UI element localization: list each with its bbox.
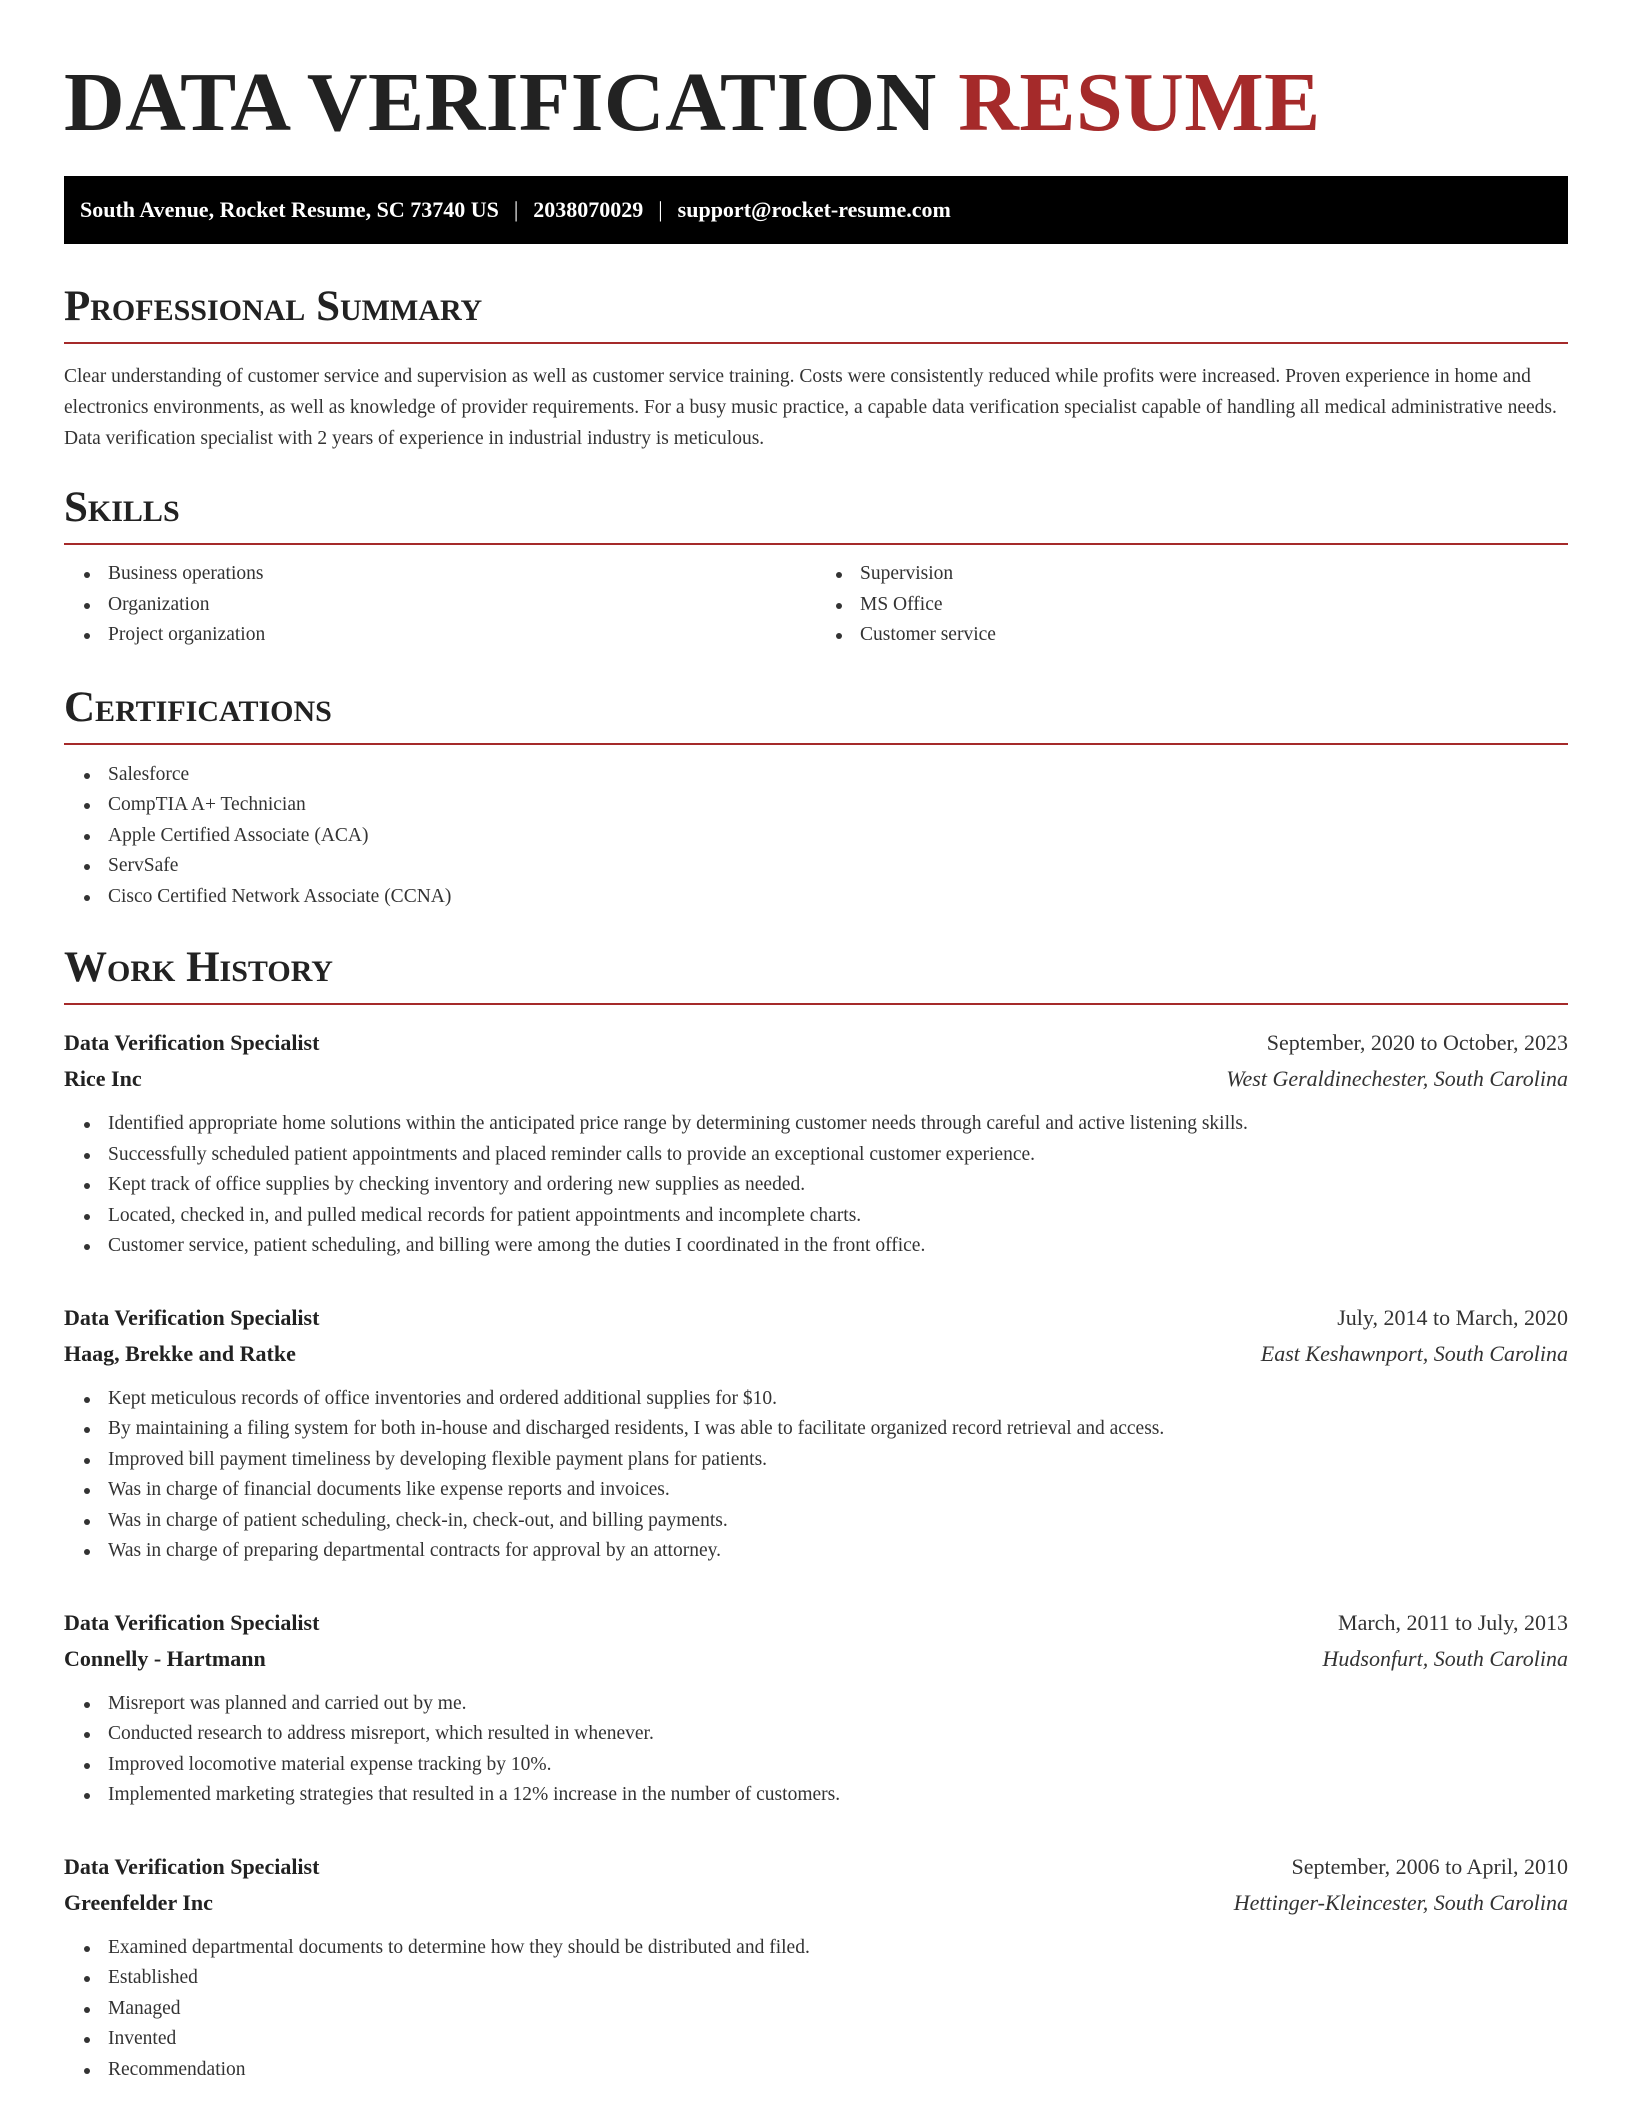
resume-title-main: DATA VERIFICATION [64, 56, 937, 149]
job-company-row [64, 1641, 1568, 1677]
job-dates: September, 2006 to April, 2010 [1291, 1853, 1568, 1879]
job-duty-item: Implemented marketing strategies that resulted in a 12% increase in the number of customers. [64, 1780, 1568, 1811]
job-dates: September, 2020 to October, 2023 [1266, 1030, 1568, 1055]
certification-item: Cisco Certified Network Associate (CCNA) [64, 882, 1568, 913]
skill-item: MS Office [816, 590, 1568, 621]
job-title: Data Verification Specialist [64, 1030, 320, 1055]
job-duty-item: Located, checked in, and pulled medical records for patient appointments and incomplete charts. [64, 1201, 1568, 1232]
contact-phone: 2038070029 [533, 197, 644, 222]
job-location: East Keshawnport, South Carolina [1260, 1340, 1568, 1366]
job-company-row [64, 1061, 1568, 1097]
resume-title-accent: RESUME [958, 56, 1321, 149]
summary-text: Clear understanding of customer service and supervision as well as customer service training. Costs were consistently reduced while profits were increased. Proven experience in home and electronics environments, as well as knowledge of provider requirements. For a busy music practice, a capable data verification specialist capable of handling all medical administrative needs. Data verification specialist with 2 years of experience in industrial industry is meticulous. [64, 366, 1557, 449]
job-location: Hettinger-Kleincester, South Carolina [1233, 1889, 1568, 1915]
skills-list-left [64, 559, 816, 651]
certifications-section [64, 683, 1568, 913]
certification-item: Apple Certified Associate (ACA) [64, 821, 1568, 852]
certifications-list [64, 760, 1568, 913]
job-company: Haag, Brekke and Ratke [64, 1340, 296, 1366]
contact-bar [64, 176, 1568, 244]
job-duty-item: Examined departmental documents to determine how they should be distributed and filed. [64, 1933, 1568, 1964]
job-duty-item: By maintaining a filing system for both in-house and discharged residents, I was able to facilitate organized record retrieval and access. [64, 1414, 1568, 1445]
section-title-work-history: Work History [64, 943, 1568, 1005]
job-duty-item: Was in charge of patient scheduling, check-in, check-out, and billing payments. [64, 1506, 1568, 1537]
section-title-certifications: Certifications [64, 683, 1568, 745]
job-duty-item: Conducted research to address misreport, which resulted in whenever. [64, 1719, 1568, 1750]
job-dates: March, 2011 to July, 2013 [1338, 1609, 1568, 1635]
job-title: Data Verification Specialist [64, 1609, 320, 1635]
skills-columns [64, 559, 1568, 651]
job-header-row [64, 1300, 1568, 1336]
job-header-row [64, 1025, 1568, 1061]
job-company: Greenfelder Inc [64, 1889, 213, 1915]
skill-item: Customer service [816, 620, 1568, 651]
job-duty-item: Improved locomotive material expense tracking by 10%. [64, 1750, 1568, 1781]
skill-item: Business operations [64, 559, 816, 590]
job-company-row [64, 1336, 1568, 1372]
job-duty-item: Invented [64, 2024, 1568, 2055]
job-duty-item: Was in charge of financial documents like expense reports and invoices. [64, 1475, 1568, 1506]
job-entry [64, 1849, 1568, 2086]
job-entry [64, 1025, 1568, 1262]
job-duty-item: Misreport was planned and carried out by me. [64, 1689, 1568, 1720]
job-dates: July, 2014 to March, 2020 [1337, 1304, 1568, 1330]
job-duties-list [64, 1384, 1568, 1567]
skill-item: Organization [64, 590, 816, 621]
contact-email: support@rocket-resume.com [677, 197, 951, 222]
job-title: Data Verification Specialist [64, 1304, 320, 1330]
job-header-row [64, 1605, 1568, 1641]
job-duty-item: Improved bill payment timeliness by developing flexible payment plans for patients. [64, 1445, 1568, 1476]
work-history-section [64, 943, 1568, 2085]
skills-list-right [816, 559, 1568, 651]
section-title-summary: Professional Summary [64, 282, 1568, 344]
job-company-row [64, 1885, 1568, 1921]
job-duties-list [64, 1933, 1568, 2086]
job-entry [64, 1300, 1568, 1567]
job-company: Rice Inc [64, 1066, 142, 1091]
contact-address: South Avenue, Rocket Resume, SC 73740 US [80, 197, 499, 222]
skill-item: Supervision [816, 559, 1568, 590]
job-entry [64, 1605, 1568, 1811]
job-duty-item: Was in charge of preparing departmental contracts for approval by an attorney. [64, 1536, 1568, 1567]
job-duty-item: Identified appropriate home solutions within the anticipated price range by determining customer needs through careful and active listening skills. [64, 1109, 1568, 1140]
job-duty-item: Kept meticulous records of office inventories and ordered additional supplies for $10. [64, 1384, 1568, 1415]
job-location: West Geraldinechester, South Carolina [1226, 1066, 1568, 1091]
job-duty-item: Successfully scheduled patient appointments and placed reminder calls to provide an exceptional customer experience. [64, 1140, 1568, 1171]
certification-item: ServSafe [64, 851, 1568, 882]
job-title: Data Verification Specialist [64, 1853, 320, 1879]
resume-title [64, 56, 1568, 150]
job-header-row [64, 1849, 1568, 1885]
certification-item: CompTIA A+ Technician [64, 790, 1568, 821]
job-duty-item: Managed [64, 1994, 1568, 2025]
job-location: Hudsonfurt, South Carolina [1322, 1645, 1568, 1671]
professional-summary-section [64, 282, 1568, 454]
skills-section [64, 483, 1568, 651]
certification-item: Salesforce [64, 760, 1568, 791]
section-title-skills: Skills [64, 483, 1568, 545]
contact-separator: | [658, 197, 663, 222]
job-duties-list [64, 1689, 1568, 1811]
job-duty-item: Customer service, patient scheduling, and billing were among the duties I coordinated in the front office. [64, 1231, 1568, 1262]
job-duty-item: Kept track of office supplies by checking inventory and ordering new supplies as needed. [64, 1170, 1568, 1201]
contact-separator: | [513, 197, 519, 222]
job-duties-list [64, 1109, 1568, 1262]
job-duty-item: Recommendation [64, 2055, 1568, 2086]
job-company: Connelly - Hartmann [64, 1645, 266, 1671]
skill-item: Project organization [64, 620, 816, 651]
job-duty-item: Established [64, 1963, 1568, 1994]
